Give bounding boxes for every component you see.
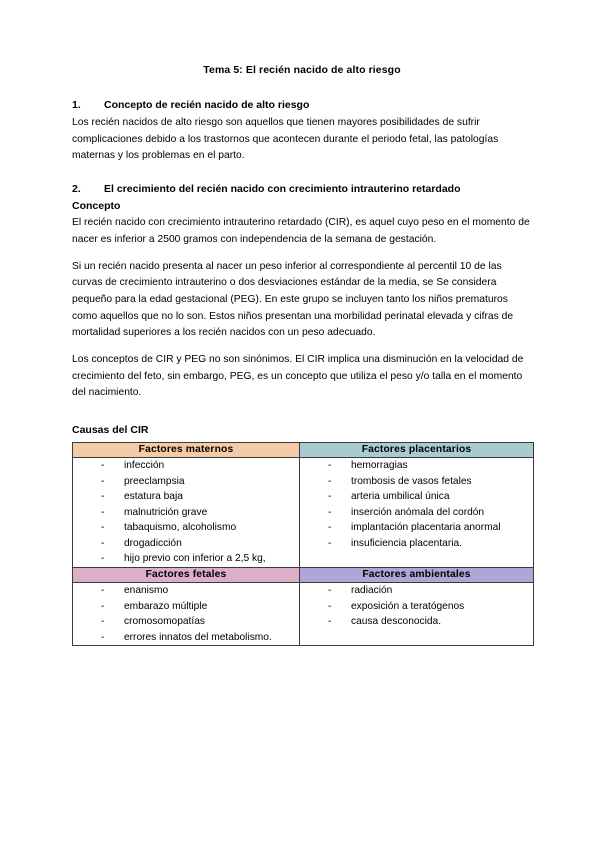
document-content (72, 64, 532, 646)
list-item: - hemorragias (328, 458, 533, 474)
list-item: - hijo previo con inferior a 2,5 kg, (101, 551, 299, 567)
section-number-2: 2. (72, 182, 81, 195)
section-2-paragraph-2: Si un recién nacido presenta al nacer un peso inferior al correspondiente al percentil 10 de las curvas de crecimiento intrauterino o dos desviaciones estándar de la media, se Se considera pequeño para la edad gestacional (PEG). En este grupo se incluyen tanto los niños prematuros como aquellos que no lo son. Estos niños presentan una morbilidad perinatal elevada y cifras de mortalidad superiores a los recién nacidos con un peso adecuado. (72, 260, 514, 339)
list-item: - implantación placentaria anormal (328, 520, 533, 536)
table-row-header-maternal-placental (73, 442, 534, 457)
list-item: - radiación (328, 583, 533, 599)
section-title-1: Concepto de recién nacido de alto riesgo (104, 98, 310, 111)
page-title: Tema 5: El recién nacido de alto riesgo (203, 64, 401, 76)
causas-del-cir-table (72, 442, 534, 646)
table-row-maternal-placental-items (73, 458, 534, 568)
table-header-fetal: Factores fetales (73, 567, 300, 582)
list-item: - arteria umbilical única (328, 489, 533, 505)
list-item: - estatura baja (101, 489, 299, 505)
table-row-header-fetal-environmental (73, 567, 534, 582)
list-item: - insuficiencia placentaria. (328, 536, 533, 552)
section-2-subheading: Concepto (72, 200, 121, 213)
table-caption: Causas del CIR (72, 424, 149, 437)
list-item: - trombosis de vasos fetales (328, 474, 533, 490)
section-heading-1 (72, 98, 532, 113)
fetal-factor-list (73, 583, 299, 645)
list-item: - infección (101, 458, 299, 474)
table-header-placental: Factores placentarios (300, 442, 534, 457)
environmental-factor-list (300, 583, 533, 630)
spacer (72, 342, 532, 352)
section-number-1: 1. (72, 98, 81, 111)
section-1-paragraph-1: Los recién nacidos de alto riesgo son aquellos que tienen mayores posibilidades de sufrir complicaciones debido a los trastornos que acontecen durante el periodo fetal, las patologías maternas y los problemas en el parto. (72, 116, 499, 162)
spacer (72, 249, 532, 259)
list-item: - inserción anómala del cordón (328, 505, 533, 521)
table-cell-maternal-items (73, 458, 300, 568)
section-2-paragraph-3: Los conceptos de CIR y PEG no son sinónimos. El CIR implica una disminución en la velocidad de crecimiento del feto, sin embargo, PEG, es un concepto que utiliza el peso y/o talla en el momento del nacimiento. (72, 354, 524, 399)
list-item: - exposición a teratógenos (328, 599, 533, 615)
list-item: - preeclampsia (101, 474, 299, 490)
table-header-maternal: Factores maternos (73, 442, 300, 457)
list-item: - drogadicción (101, 536, 299, 552)
table-cell-placental-items (300, 458, 534, 568)
maternal-factor-list (73, 458, 299, 567)
spacer (72, 165, 532, 182)
list-item: - embarazo múltiple (101, 599, 299, 615)
table-header-environmental: Factores ambientales (300, 567, 534, 582)
section-2-paragraph-1: El recién nacido con crecimiento intrauterino retardado (CIR), es aquel cuyo peso en el momento de nacer es inferior a 2500 gramos con independencia de la semana de gestación. (72, 217, 530, 245)
list-item: - tabaquismo, alcoholismo (101, 520, 299, 536)
list-item: - malnutrición grave (101, 505, 299, 521)
table-cell-environmental-items (300, 583, 534, 646)
table-row-fetal-environmental-items (73, 583, 534, 646)
section-heading-2 (72, 182, 532, 197)
spacer (72, 402, 532, 423)
table-cell-fetal-items (73, 583, 300, 646)
section-title-2: El crecimiento del recién nacido con crecimiento intrauterino retardado (104, 182, 461, 195)
list-item: - errores innatos del metabolismo. (101, 630, 299, 646)
list-item: - cromosomopatías (101, 614, 299, 630)
list-item: - causa desconocida. (328, 614, 533, 630)
list-item: - enanismo (101, 583, 299, 599)
placental-factor-list (300, 458, 533, 551)
